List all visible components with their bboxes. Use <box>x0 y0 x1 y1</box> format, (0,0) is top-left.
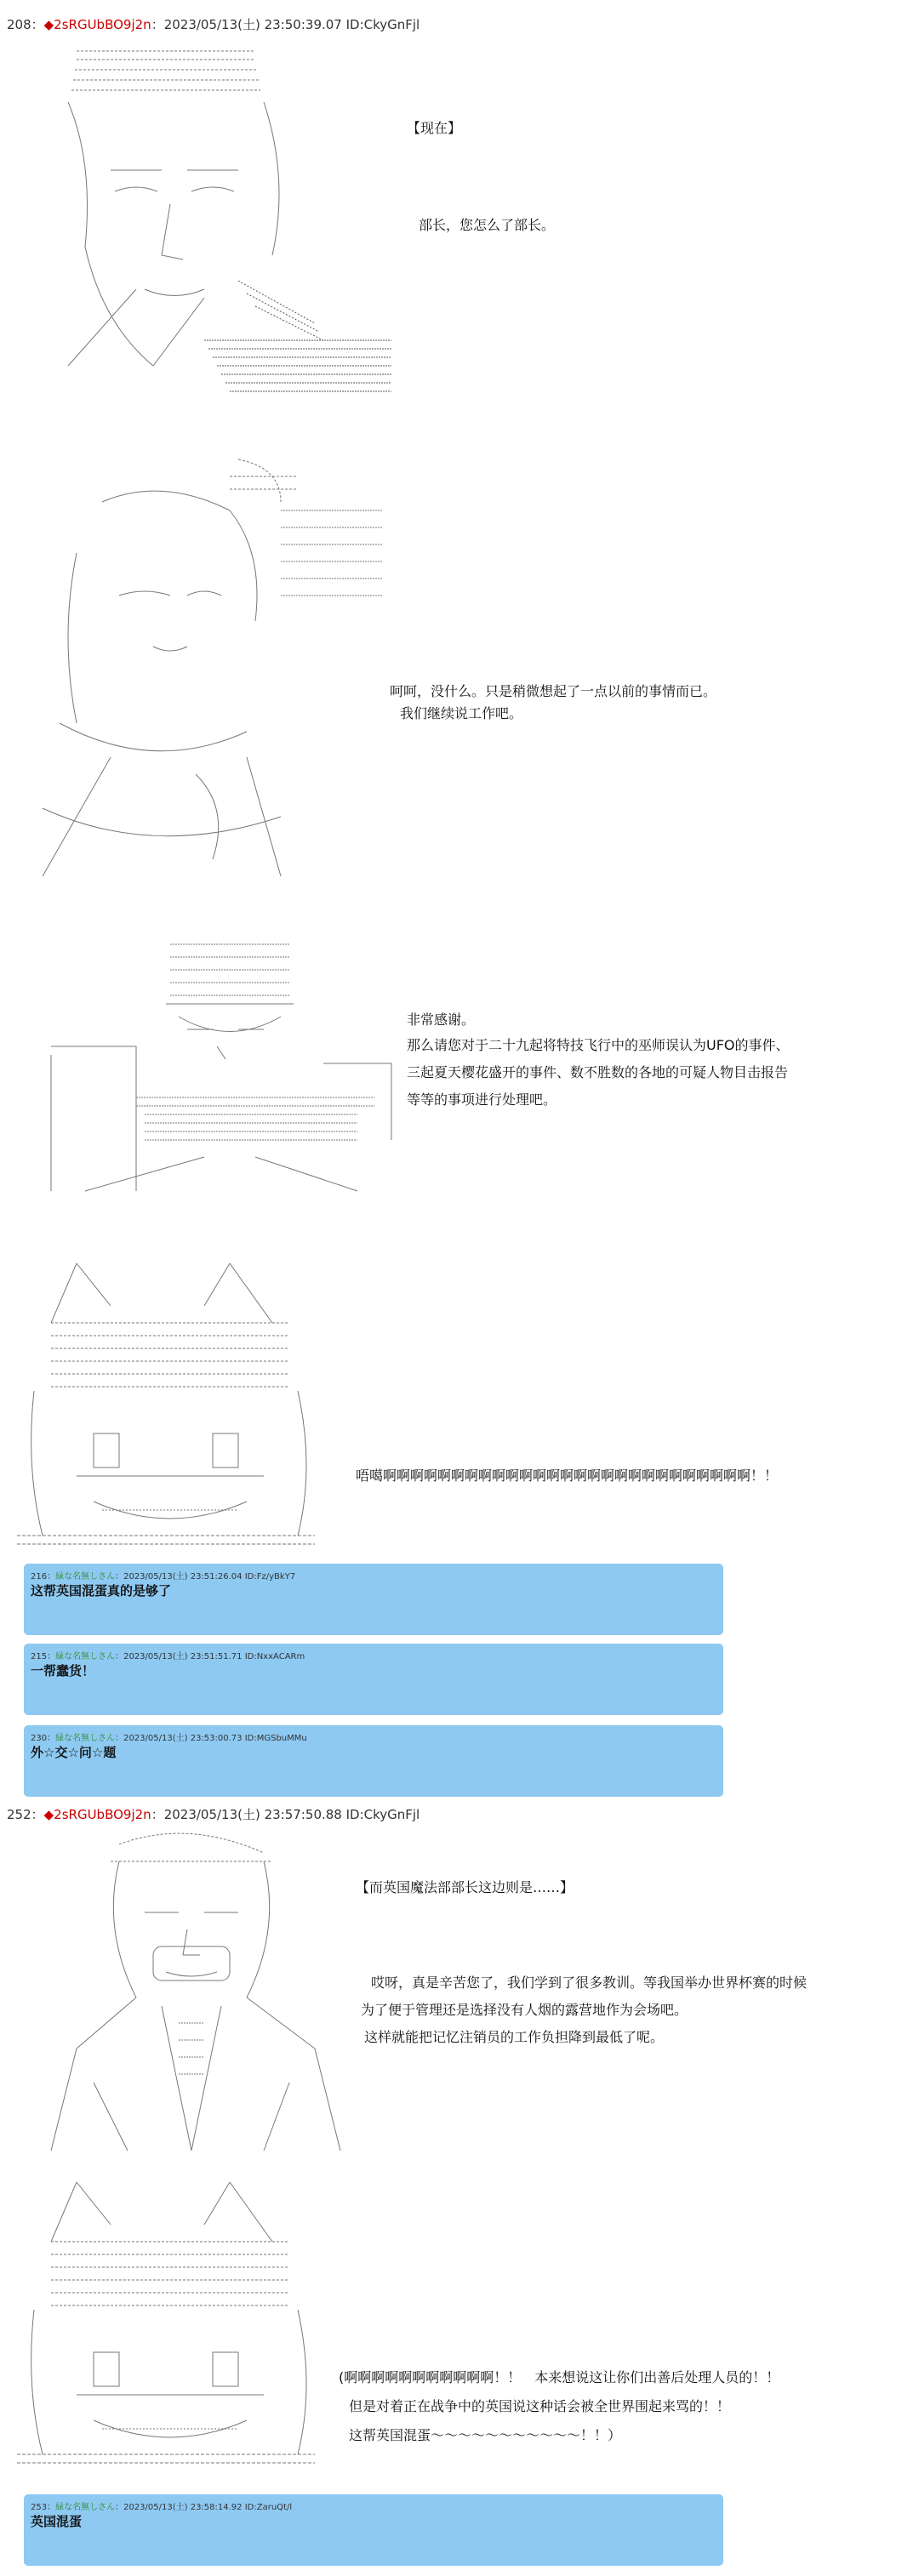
tripcode[interactable]: ◆2sRGUbBO9j2n <box>43 17 151 32</box>
reply-meta: 253：緑な名無しさん：2023/05/13(土) 23:58:14.92 ID:ZaruQt/l <box>31 2503 293 2512</box>
post-header <box>7 15 420 33</box>
narration-line: 【而英国魔法部部长这边则是……】 <box>356 1879 574 1895</box>
reply-bubble <box>24 1725 723 1797</box>
dialogue-line: 那么请您对于二十九起将特技飞行中的巫师误认为UFO的事件、 <box>407 1037 790 1053</box>
dialogue-line: 这样就能把记忆注销员的工作负担降到最低了呢。 <box>364 2029 665 2045</box>
dialogue-line: 我们继续说工作吧。 <box>400 705 523 721</box>
scream-line: 唔噶啊啊啊啊啊啊啊啊啊啊啊啊啊啊啊啊啊啊啊啊啊啊啊啊啊啊啊！！ <box>356 1468 779 1484</box>
post-info: ：2023/05/13(土) 23:50:39.07 ID:CkyGnFjl <box>151 17 420 32</box>
reply-meta: 215：緑な名無しさん：2023/05/13(土) 23:51:51.71 ID:NxxACARm <box>31 1652 305 1661</box>
ascii-art-portrait <box>26 1827 366 2159</box>
reply-text: 一帮蠢货！ <box>31 1663 95 1678</box>
dialogue-line: 呵呵，没什么。只是稍微想起了一点以前的事情而已。 <box>390 683 717 699</box>
narration-line: 【现在】 <box>407 120 462 136</box>
tripcode[interactable]: ◆2sRGUbBO9j2n <box>43 1807 151 1822</box>
post-number: 208： <box>7 17 44 32</box>
reply-name: 緑な名無しさん <box>55 2503 116 2512</box>
post-info: ：2023/05/13(土) 23:57:50.88 ID:CkyGnFjl <box>151 1807 420 1822</box>
dialogue-line: 部长，您怎么了部长。 <box>419 217 556 233</box>
reply-meta: 216：緑な名無しさん：2023/05/13(土) 23:51:26.04 ID:Fz/yBkY7 <box>31 1572 296 1582</box>
post-number: 252： <box>7 1807 44 1822</box>
reply-bubble <box>24 1564 723 1635</box>
ascii-art-portrait <box>34 936 408 1208</box>
reply-name: 緑な名無しさん <box>55 1652 116 1661</box>
ascii-art-portrait <box>34 43 408 400</box>
reply-text: 英国混蛋 <box>31 2514 83 2529</box>
post-header <box>7 1805 420 1823</box>
reply-bubble <box>24 1644 723 1715</box>
ascii-art-portrait <box>17 1255 323 1553</box>
reply-text: 外☆交☆问☆题 <box>31 1745 117 1760</box>
reply-name: 緑な名無しさん <box>55 1734 116 1743</box>
reply-name: 緑な名無しさん <box>55 1572 116 1582</box>
inner-monologue-line: (啊啊啊啊啊啊啊啊啊啊啊！！ 本来想说这让你们出善后处理人员的！！ <box>339 2369 780 2385</box>
reply-bubble <box>24 2494 723 2566</box>
dialogue-line: 非常感谢。 <box>407 1012 476 1028</box>
ascii-art-portrait <box>26 451 408 902</box>
dialogue-line: 为了便于管理还是选择没有人烟的露营地作为会场吧。 <box>361 2002 688 2018</box>
inner-monologue-line: 这帮英国混蛋～～～～～～～～～～～！！） <box>349 2427 622 2443</box>
ascii-art-portrait <box>17 2174 323 2471</box>
reply-meta: 230：緑な名無しさん：2023/05/13(土) 23:53:00.73 ID:MGSbuMMu <box>31 1734 307 1743</box>
dialogue-line: 哎呀，真是辛苦您了，我们学到了很多教训。等我国举办世界杯赛的时候 <box>371 1975 808 1991</box>
inner-monologue-line: 但是对着正在战争中的英国说这种话会被全世界围起来骂的！！ <box>349 2398 731 2414</box>
dialogue-line: 三起夏天樱花盛开的事件、数不胜数的各地的可疑人物目击报告 <box>407 1064 789 1080</box>
reply-text: 这帮英国混蛋真的是够了 <box>31 1583 172 1599</box>
dialogue-line: 等等的事项进行处理吧。 <box>407 1091 557 1108</box>
